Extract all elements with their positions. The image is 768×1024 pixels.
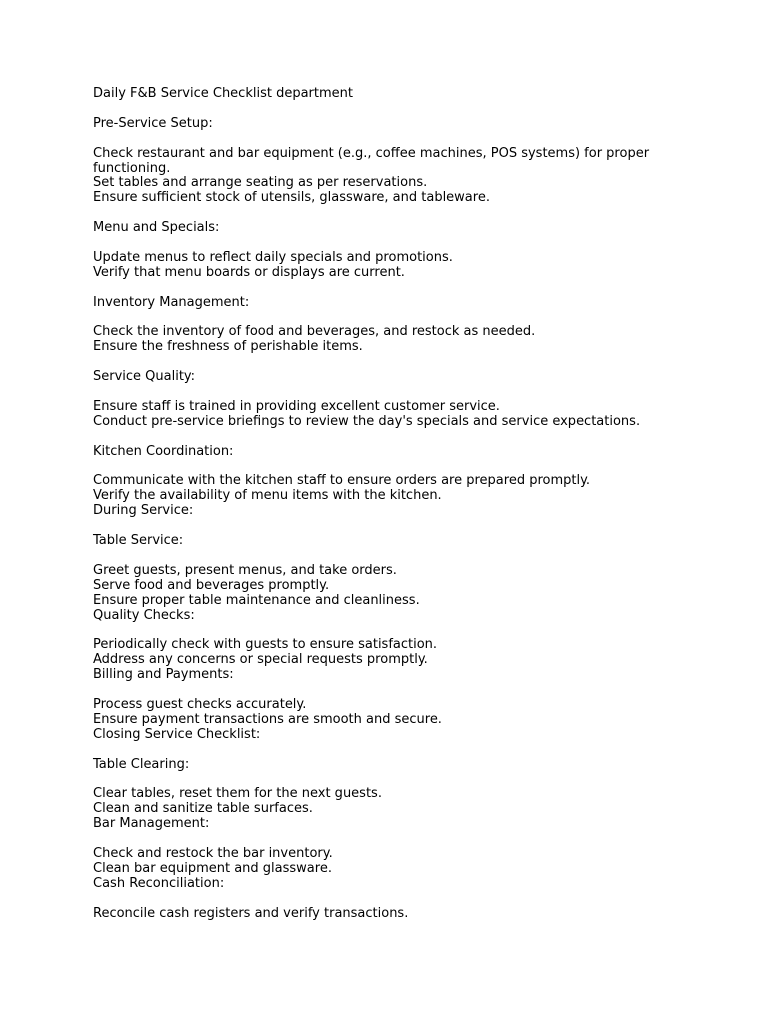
text-line: Billing and Payments: — [93, 667, 234, 683]
text-line: Set tables and arrange seating as per reservations. — [93, 175, 428, 191]
blank-line — [93, 832, 733, 847]
text-line: During Service: — [93, 503, 194, 519]
text-line: Verify that menu boards or displays are current. — [93, 264, 405, 280]
text-line: Check restaurant and bar equipment (e.g., coffee machines, POS systems) for proper — [93, 145, 650, 161]
text-line: Clean bar equipment and glassware. — [93, 860, 332, 876]
document-body — [93, 87, 733, 921]
text-line: Check the inventory of food and beverages, and restock as needed. — [93, 324, 536, 340]
blank-line — [93, 743, 733, 758]
text-line: Ensure payment transactions are smooth and secure. — [93, 711, 442, 727]
text-line: Communicate with the kitchen staff to ensure orders are prepared promptly. — [93, 473, 591, 489]
text-line: Service Quality: — [93, 369, 196, 385]
text-line: functioning. — [93, 160, 171, 176]
text-line: Address any concerns or special requests promptly. — [93, 652, 428, 668]
text-line: Closing Service Checklist: — [93, 726, 261, 742]
text-line: Verify the availability of menu items with the kitchen. — [93, 488, 442, 504]
blank-line — [93, 772, 733, 787]
blank-line — [93, 132, 733, 147]
text-line: Update menus to reflect daily specials and promotions. — [93, 249, 453, 265]
text-line: Ensure proper table maintenance and cleanliness. — [93, 592, 420, 608]
blank-line — [93, 549, 733, 564]
text-line: Clean and sanitize table surfaces. — [93, 801, 313, 817]
text-line: Inventory Management: — [93, 294, 250, 310]
text-line: Ensure the freshness of perishable items. — [93, 339, 363, 355]
text-line: Check and restock the bar inventory. — [93, 845, 333, 861]
text-line: Kitchen Coordination: — [93, 443, 234, 459]
blank-line — [93, 683, 733, 698]
blank-line — [93, 236, 733, 251]
blank-line — [93, 519, 733, 534]
blank-line — [93, 281, 733, 296]
text-line: Conduct pre-service briefings to review the day's specials and service expectations. — [93, 413, 641, 429]
text-line: Table Clearing: — [93, 756, 190, 772]
text-line: Serve food and beverages promptly. — [93, 577, 330, 593]
text-line: Table Service: — [93, 533, 184, 549]
text-line: Daily F&B Service Checklist department — [93, 86, 353, 101]
blank-line — [93, 102, 733, 117]
text-line: Reconcile cash registers and verify transactions. — [93, 905, 409, 921]
text-line: Ensure staff is trained in providing excellent customer service. — [93, 398, 500, 414]
blank-line — [93, 385, 733, 400]
blank-line — [93, 623, 733, 638]
blank-line — [93, 430, 733, 445]
text-line: Pre-Service Setup: — [93, 115, 213, 131]
blank-line — [93, 206, 733, 221]
text-line: Ensure sufficient stock of utensils, glassware, and tableware. — [93, 190, 490, 206]
text-line: Quality Checks: — [93, 607, 195, 623]
text-line: Periodically check with guests to ensure satisfaction. — [93, 637, 438, 653]
blank-line — [93, 892, 733, 907]
blank-line — [93, 460, 733, 475]
text-line: Greet guests, present menus, and take orders. — [93, 562, 397, 578]
text-line: Bar Management: — [93, 816, 210, 832]
blank-line — [93, 311, 733, 326]
text-line: Menu and Specials: — [93, 220, 220, 236]
text-line: Cash Reconciliation: — [93, 875, 225, 891]
text-line: Clear tables, reset them for the next guests. — [93, 786, 382, 802]
text-line: Process guest checks accurately. — [93, 696, 307, 712]
blank-line — [93, 355, 733, 370]
